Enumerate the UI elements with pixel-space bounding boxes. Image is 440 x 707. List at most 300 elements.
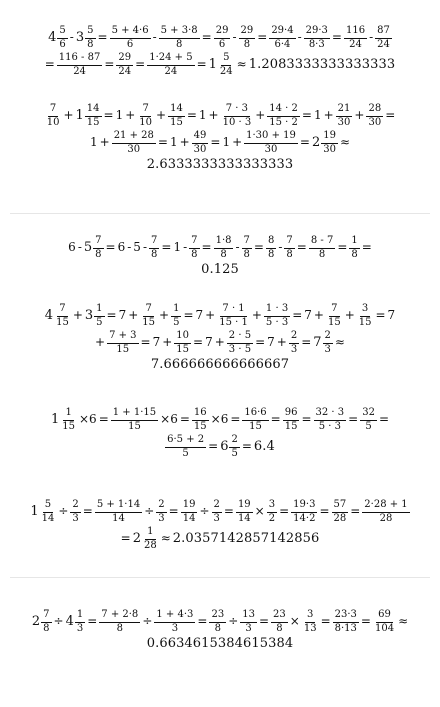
fraction-numerator: 7 — [140, 104, 150, 117]
math-symbol: = — [140, 335, 151, 350]
mixed-number — [313, 331, 333, 355]
fraction-denominator: 15 — [284, 420, 298, 432]
fraction-numerator: 29 — [116, 53, 133, 66]
equation-line — [150, 358, 290, 372]
math-symbol: = — [168, 504, 179, 519]
fraction-denominator: 10 · 3 — [222, 116, 252, 128]
equation-line — [120, 527, 321, 551]
solution-block-5 — [0, 408, 440, 459]
fraction-denominator: 10 — [46, 116, 60, 128]
math-symbol: = — [258, 614, 270, 629]
fraction-denominator: 15 — [249, 420, 262, 432]
fraction-numerator: 1 · 3 — [264, 304, 290, 317]
math-symbol: = — [385, 108, 396, 123]
fraction — [154, 610, 195, 634]
fraction — [357, 304, 374, 328]
math-symbol: ≈ — [398, 614, 409, 629]
math-symbol: = — [378, 412, 390, 427]
mixed-number-whole: 1 — [30, 503, 39, 519]
mixed-number-whole: 3 — [75, 29, 85, 45]
fraction-denominator: 13 — [303, 622, 317, 634]
mixed-number — [76, 26, 96, 50]
math-symbol: = — [161, 240, 172, 255]
math-symbol: 1 — [173, 240, 182, 255]
fraction-numerator: 2·28 + 1 — [362, 500, 409, 513]
fraction-numerator: 19·3 — [291, 500, 317, 513]
fraction — [159, 26, 200, 50]
fraction — [221, 104, 254, 128]
fraction — [137, 104, 154, 128]
math-symbol: + — [354, 108, 365, 123]
fraction-denominator: 15 · 1 — [219, 316, 248, 328]
fraction-denominator: 15 · 2 — [269, 116, 298, 128]
math-symbol: - — [77, 240, 82, 255]
fraction-numerator: 2 — [212, 500, 222, 513]
fraction-denominator: 5 · 3 — [318, 420, 341, 432]
equation-line — [146, 637, 295, 651]
math-symbol: = — [350, 504, 361, 519]
fraction-denominator: 14 — [182, 512, 196, 524]
math-symbol: = — [223, 504, 234, 519]
fraction-numerator: 87 — [375, 26, 392, 39]
fraction-denominator: 3 · 5 — [228, 343, 252, 355]
fraction-denominator: 5 · 3 — [265, 316, 289, 328]
math-symbol: + — [125, 108, 136, 123]
fraction-denominator: 24 — [164, 65, 178, 77]
fraction-denominator: 28 — [379, 512, 393, 524]
fraction-denominator: 6 — [218, 38, 226, 50]
fraction — [112, 131, 156, 155]
mixed-number — [84, 236, 104, 260]
solution-block-4 — [0, 304, 440, 372]
math-symbol: 1 — [115, 108, 124, 123]
fraction-denominator: 14·2 — [293, 512, 316, 524]
mixed-number — [48, 26, 68, 50]
math-symbol: ÷ — [144, 504, 155, 519]
math-symbol: ≈ — [339, 135, 351, 150]
fraction — [323, 331, 333, 355]
fraction-numerator: 7 — [284, 236, 294, 249]
math-symbol: + — [63, 108, 74, 123]
math-symbol: - — [69, 30, 74, 45]
fraction — [244, 131, 298, 155]
fraction-denominator: 8·13 — [334, 622, 357, 634]
fraction-numerator: 3 — [305, 610, 315, 623]
math-symbol: = — [120, 531, 131, 546]
math-symbol: = — [197, 614, 208, 629]
fraction-numerator: 29 — [239, 26, 256, 39]
fraction — [269, 26, 295, 50]
fraction-numerator: 2 — [156, 500, 166, 513]
mixed-number-whole: 2 — [311, 134, 321, 150]
fraction — [217, 304, 250, 328]
section-divider — [10, 577, 430, 578]
fraction — [218, 53, 235, 77]
math-symbol: 7 — [195, 308, 204, 323]
fraction-denominator: 14 — [112, 512, 125, 524]
fraction-denominator: 3 — [72, 512, 79, 524]
fraction — [192, 408, 209, 432]
fraction-denominator: 14 — [41, 512, 55, 524]
math-symbol: = — [292, 308, 303, 323]
mixed-number-whole: 5 — [83, 239, 93, 255]
fraction-denominator: 15 — [62, 420, 75, 432]
fraction-denominator: 5 — [182, 447, 189, 459]
math-symbol: 6 — [117, 240, 126, 255]
math-symbol: = — [270, 412, 281, 427]
fraction — [209, 610, 226, 634]
fraction — [239, 26, 256, 50]
fraction-numerator: 16 — [192, 408, 209, 421]
math-symbol: = — [87, 614, 98, 629]
math-symbol: ÷ — [228, 614, 239, 629]
math-symbol: 1 — [313, 108, 322, 123]
fraction-denominator: 24 — [73, 65, 86, 77]
math-symbol: - — [232, 30, 237, 45]
fraction-numerator: 7 — [48, 104, 58, 117]
mixed-number — [220, 435, 240, 459]
math-symbol: + — [208, 108, 219, 123]
fraction — [326, 304, 343, 328]
fraction — [85, 104, 102, 128]
math-symbol: = — [337, 240, 348, 255]
math-symbol: = — [106, 308, 117, 323]
math-symbol: + — [232, 135, 243, 150]
math-symbol: 7 — [267, 335, 275, 350]
solution-block-6 — [0, 500, 440, 551]
fraction-numerator: 5 + 1·14 — [95, 500, 142, 513]
fraction-numerator: 7 — [149, 236, 159, 249]
fraction-numerator: 5 — [43, 500, 53, 513]
math-symbol: = — [183, 308, 194, 323]
fraction-denominator: 8 — [87, 38, 94, 50]
mixed-number — [30, 500, 56, 524]
math-symbol: ×6 — [210, 412, 229, 427]
fraction-denominator: 30 — [337, 116, 351, 128]
fraction-numerator: 14 — [85, 104, 102, 117]
fraction — [181, 500, 198, 524]
mixed-number — [51, 408, 77, 432]
fraction-numerator: 3 — [360, 304, 370, 317]
fraction — [212, 500, 222, 524]
fraction — [284, 236, 294, 260]
fraction — [214, 26, 231, 50]
fraction-denominator: 24 — [377, 38, 390, 50]
fraction-numerator: 2 — [289, 331, 299, 344]
fraction — [309, 236, 335, 260]
fraction-numerator: 19 — [236, 500, 253, 513]
fraction-numerator: 3 — [267, 500, 277, 513]
fraction — [168, 104, 185, 128]
mixed-number-whole: 1 — [75, 107, 84, 123]
math-symbol: = — [331, 30, 342, 45]
fraction-numerator: 96 — [283, 408, 300, 421]
equation-line — [44, 53, 397, 77]
math-symbol: ×6 — [160, 412, 178, 427]
math-symbol: = — [201, 240, 212, 255]
math-symbol: = — [257, 30, 268, 45]
math-symbol: ÷ — [142, 614, 153, 629]
solution-block-7 — [0, 610, 440, 651]
math-symbol: 1 — [169, 135, 178, 150]
equation-line — [29, 500, 410, 524]
fraction-denominator: 5 — [365, 420, 372, 432]
fraction-denominator: 28 — [144, 539, 157, 551]
fraction-numerator: 19 — [181, 500, 198, 513]
fraction-denominator: 8 — [116, 622, 123, 634]
math-symbol: = — [186, 108, 197, 123]
math-symbol: = — [296, 240, 307, 255]
fraction — [283, 408, 300, 432]
fraction — [149, 236, 159, 260]
math-symbol: - — [369, 30, 374, 45]
fraction-numerator: 5 — [57, 26, 67, 39]
fraction — [41, 610, 51, 634]
math-symbol: 7 — [205, 335, 213, 350]
fraction-denominator: 24 — [349, 38, 362, 50]
fraction-numerator: 7 — [57, 304, 67, 317]
fraction-numerator: 1 — [145, 527, 155, 540]
math-symbol: ×6 — [79, 412, 97, 427]
math-symbol: = — [201, 30, 212, 45]
fraction-numerator: 16·6 — [242, 408, 268, 421]
math-symbol: = — [375, 308, 386, 323]
math-symbol: = — [208, 439, 219, 454]
mixed-number — [133, 527, 159, 551]
mixed-number — [45, 304, 71, 328]
math-symbol: - — [297, 30, 302, 45]
fraction — [85, 26, 95, 50]
fraction — [349, 236, 359, 260]
mixed-number — [66, 610, 86, 634]
fraction — [332, 500, 349, 524]
fraction-numerator: 7 — [143, 304, 153, 317]
fraction-numerator: 69 — [376, 610, 393, 623]
fraction-denominator: 104 — [374, 622, 395, 634]
math-symbol: = — [82, 504, 93, 519]
math-symbol: = — [103, 108, 114, 123]
fraction — [362, 500, 409, 524]
fraction — [360, 408, 377, 432]
fraction — [116, 53, 133, 77]
fraction-denominator: 6·4 — [274, 38, 291, 50]
mixed-number-whole: 4 — [44, 307, 54, 323]
math-symbol: - — [142, 240, 147, 255]
fraction — [291, 500, 317, 524]
fraction-denominator: 3 — [213, 512, 220, 524]
fraction-numerator: 2 — [229, 435, 239, 448]
fraction-numerator: 7 — [93, 236, 103, 249]
mixed-number-whole: 1 — [208, 56, 217, 72]
math-symbol: 5 — [133, 240, 141, 255]
mixed-number-whole: 2 — [132, 530, 141, 546]
fraction — [304, 26, 330, 50]
mixed-number-whole: 3 — [84, 307, 94, 323]
decimal-result: 2.6333333333333333 — [146, 157, 294, 172]
fraction — [266, 236, 276, 260]
math-symbol: ÷ — [53, 614, 64, 629]
fraction — [229, 435, 239, 459]
fraction — [373, 610, 396, 634]
math-symbol: × — [289, 614, 300, 629]
fraction — [156, 500, 166, 524]
fraction-numerator: 23·3 — [333, 610, 359, 623]
fraction — [227, 331, 253, 355]
fraction-numerator: 8 — [266, 236, 276, 249]
fraction-numerator: 2 — [70, 500, 80, 513]
fraction-denominator: 8 — [267, 248, 275, 260]
fraction — [95, 500, 142, 524]
math-symbol: = — [97, 30, 108, 45]
math-symbol: 1 — [198, 108, 207, 123]
fraction-denominator: 8 — [286, 248, 293, 260]
fraction-denominator: 6 — [126, 38, 134, 50]
equation-line — [47, 26, 393, 50]
fraction — [189, 236, 199, 260]
math-symbol: 7 — [304, 308, 312, 323]
fraction-denominator: 30 — [368, 116, 382, 128]
fraction-numerator: 1 + 4·3 — [154, 610, 195, 623]
math-symbol: + — [251, 308, 262, 323]
fraction-denominator: 30 — [193, 143, 207, 155]
solution-block-1 — [0, 26, 440, 77]
math-symbol: 6 — [68, 240, 76, 255]
math-symbol: + — [128, 308, 139, 323]
mixed-number — [85, 304, 105, 328]
decimal-result: 2.0357142857142856 — [172, 530, 320, 546]
math-symbol: ÷ — [58, 504, 69, 519]
fraction — [240, 610, 257, 634]
decimal-result: 7.666666666666667 — [150, 357, 290, 372]
fraction-numerator: 28 — [366, 104, 383, 117]
fraction-numerator: 32 · 3 — [314, 408, 347, 421]
fraction — [60, 408, 77, 432]
fraction — [236, 500, 253, 524]
fraction-numerator: 1 — [63, 408, 73, 421]
math-symbol: + — [162, 335, 173, 350]
fraction — [242, 236, 252, 260]
mixed-number — [76, 104, 102, 128]
fraction-numerator: 2 · 5 — [227, 331, 253, 344]
math-symbol: = — [44, 57, 55, 72]
fraction-denominator: 15 — [170, 116, 183, 128]
math-symbol: ÷ — [199, 504, 210, 519]
equation-line — [89, 131, 351, 155]
math-symbol: = — [253, 240, 264, 255]
fraction-denominator: 24 — [118, 65, 132, 77]
math-symbol: = — [104, 57, 115, 72]
fraction-numerator: 10 — [174, 331, 191, 344]
math-symbol: = — [255, 335, 266, 350]
fraction-numerator: 6·5 + 2 — [165, 435, 206, 448]
solution-block-2 — [0, 104, 440, 172]
math-symbol: = — [301, 412, 312, 427]
fraction — [171, 304, 181, 328]
math-symbol: = — [210, 135, 221, 150]
fraction-denominator: 8 — [243, 248, 250, 260]
fraction-denominator: 30 — [127, 143, 141, 155]
math-symbol: = — [241, 439, 252, 454]
fraction-numerator: 7 · 1 — [220, 304, 246, 317]
fraction-denominator: 5 — [173, 316, 180, 328]
fraction-numerator: 1·24 + 5 — [147, 53, 194, 66]
fraction — [57, 53, 103, 77]
fraction — [147, 53, 194, 77]
fraction-numerator: 19 — [321, 131, 338, 144]
fraction-numerator: 21 + 28 — [112, 131, 156, 144]
fraction — [57, 26, 67, 50]
fraction-denominator: 3 — [245, 622, 252, 634]
fraction-denominator: 10 — [139, 116, 153, 128]
fraction — [242, 408, 268, 432]
fraction — [140, 304, 157, 328]
math-symbol: = — [105, 240, 116, 255]
fraction — [75, 610, 85, 634]
fraction-denominator: 15 — [193, 420, 207, 432]
mixed-number-whole: 4 — [48, 29, 57, 45]
section-divider — [10, 213, 430, 214]
fraction — [174, 331, 191, 355]
fraction — [271, 610, 288, 634]
fraction — [321, 131, 338, 155]
fraction-numerator: 1·8 — [214, 236, 234, 249]
fraction-denominator: 8 — [175, 38, 183, 50]
fraction-numerator: 14 · 2 — [267, 104, 300, 117]
math-symbol: = — [301, 335, 312, 350]
fraction — [54, 304, 71, 328]
fraction-numerator: 7 + 2·8 — [99, 610, 140, 623]
math-symbol: + — [95, 335, 106, 350]
fraction-denominator: 30 — [323, 143, 336, 155]
math-symbol: + — [344, 308, 355, 323]
equation-line — [164, 435, 276, 459]
fraction-denominator: 15 — [56, 316, 69, 328]
fraction-denominator: 2 — [268, 512, 276, 524]
decimal-result: 0.125 — [201, 262, 239, 277]
math-symbol: 1 — [89, 135, 98, 150]
fraction-numerator: 7 — [189, 236, 199, 249]
mixed-number-whole: 1 — [50, 411, 60, 427]
mixed-number — [209, 53, 235, 77]
math-symbol: - — [278, 240, 283, 255]
fraction — [375, 26, 392, 50]
fraction-numerator: 5 + 4·6 — [110, 26, 151, 39]
fraction-numerator: 29·4 — [269, 26, 295, 39]
mixed-number-whole: 2 — [31, 613, 41, 629]
fraction — [344, 26, 367, 50]
math-symbol: + — [255, 108, 266, 123]
math-symbol: = — [157, 135, 168, 150]
math-symbol: = — [135, 57, 146, 72]
math-symbol: 7 — [118, 308, 127, 323]
math-symbol: = — [361, 240, 372, 255]
fraction-numerator: 7 + 3 — [107, 331, 138, 344]
fraction — [110, 26, 151, 50]
fraction — [267, 500, 277, 524]
math-symbol: × — [254, 504, 265, 519]
fraction-denominator: 8·3 — [308, 38, 325, 50]
fraction-denominator: 8 — [43, 622, 50, 634]
fraction-numerator: 7 — [242, 236, 252, 249]
mixed-number-whole: 6 — [220, 438, 229, 454]
fraction — [40, 500, 57, 524]
fraction-denominator: 8 — [276, 622, 283, 634]
math-symbol: = — [320, 614, 331, 629]
fraction — [192, 131, 209, 155]
fraction-numerator: 29 — [214, 26, 231, 39]
fraction-denominator: 15 — [358, 316, 372, 328]
fraction-numerator: 1 — [75, 610, 85, 623]
